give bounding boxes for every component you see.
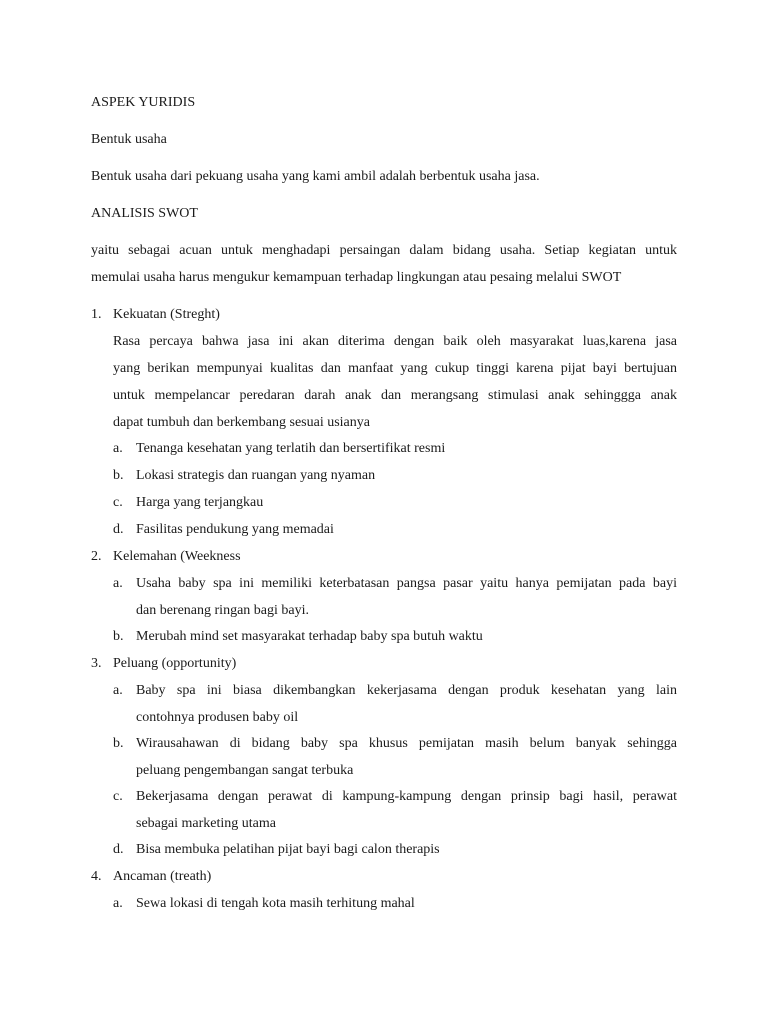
- list-item: [136, 735, 677, 789]
- list-item-line: Wirausahawan di bidang baby spa khusus pemijatan masih belum banyak sehingga: [136, 736, 677, 751]
- subheading-bentuk-usaha: Bentuk usaha: [91, 132, 167, 147]
- list-item-line: Usaha baby spa ini memiliki keterbatasan pangsa pasar yaitu hanya pemijatan pada bayi: [136, 576, 677, 591]
- list-item: Harga yang terjangkau: [136, 495, 264, 510]
- heading-aspek-yuridis: ASPEK YURIDIS: [91, 95, 196, 110]
- item-letter: a.: [113, 576, 123, 591]
- section-title-peluang: Peluang (opportunity): [113, 656, 237, 671]
- list-item-line: sebagai marketing utama: [136, 816, 276, 831]
- section-number: 3.: [91, 656, 102, 671]
- kekuatan-paragraph: [113, 333, 677, 441]
- list-item: Lokasi strategis dan ruangan yang nyaman: [136, 468, 376, 483]
- paragraph-line: Rasa percaya bahwa jasa ini akan diterima dengan baik oleh masyarakat luas,karena jasa: [113, 334, 677, 349]
- list-item: Sewa lokasi di tengah kota masih terhitung mahal: [136, 896, 415, 911]
- heading-analisis-swot: ANALISIS SWOT: [91, 206, 198, 221]
- bentuk-usaha-text: Bentuk usaha dari pekuang usaha yang kami ambil adalah berbentuk usaha jasa.: [91, 169, 540, 184]
- list-item: [136, 575, 677, 629]
- item-letter: a.: [113, 441, 123, 456]
- list-item: [136, 788, 677, 842]
- item-letter: d.: [113, 522, 124, 537]
- list-item-line: contohnya produsen baby oil: [136, 710, 299, 725]
- section-title-kekuatan: Kekuatan (Streght): [113, 307, 220, 322]
- item-letter: c.: [113, 495, 123, 510]
- item-letter: b.: [113, 468, 124, 483]
- section-number: 4.: [91, 869, 102, 884]
- list-item: [136, 682, 677, 736]
- list-item-line: Baby spa ini biasa dikembangkan kekerjasama dengan produk kesehatan yang lain: [136, 683, 677, 698]
- list-item: Fasilitas pendukung yang memadai: [136, 522, 334, 537]
- item-letter: b.: [113, 736, 124, 751]
- list-item: Tenanga kesehatan yang terlatih dan bersertifikat resmi: [136, 441, 446, 456]
- item-letter: a.: [113, 683, 123, 698]
- section-number: 2.: [91, 549, 102, 564]
- swot-intro-paragraph: [91, 242, 677, 296]
- paragraph-line: yaitu sebagai acuan untuk menghadapi persaingan dalam bidang usaha. Setiap kegiatan untuk: [91, 243, 677, 258]
- paragraph-line: memulai usaha harus mengukur kemampuan terhadap lingkungan atau pesaing melalui SWOT: [91, 270, 622, 285]
- item-letter: d.: [113, 842, 124, 857]
- list-item-line: dan berenang ringan bagi bayi.: [136, 603, 309, 618]
- item-letter: c.: [113, 789, 123, 804]
- list-item: Merubah mind set masyarakat terhadap baby spa butuh waktu: [136, 629, 483, 644]
- list-item-line: peluang pengembangan sangat terbuka: [136, 763, 354, 778]
- item-letter: a.: [113, 896, 123, 911]
- paragraph-line: untuk mempelancar peredaran darah anak dan merangsang stimulasi anak sehinggga anak: [113, 388, 677, 403]
- list-item-line: Bekerjasama dengan perawat di kampung-kampung dengan prinsip bagi hasil, perawat: [136, 789, 677, 804]
- list-item: Bisa membuka pelatihan pijat bayi bagi calon therapis: [136, 842, 440, 857]
- section-title-ancaman: Ancaman (treath): [113, 869, 212, 884]
- section-number: 1.: [91, 307, 102, 322]
- paragraph-line: yang berikan mempunyai kualitas dan manfaat yang cukup tinggi karena pijat bayi bertujuan: [113, 361, 677, 376]
- item-letter: b.: [113, 629, 124, 644]
- paragraph-line: dapat tumbuh dan berkembang sesuai usianya: [113, 415, 370, 430]
- section-title-kelemahan: Kelemahan (Weekness: [113, 549, 241, 564]
